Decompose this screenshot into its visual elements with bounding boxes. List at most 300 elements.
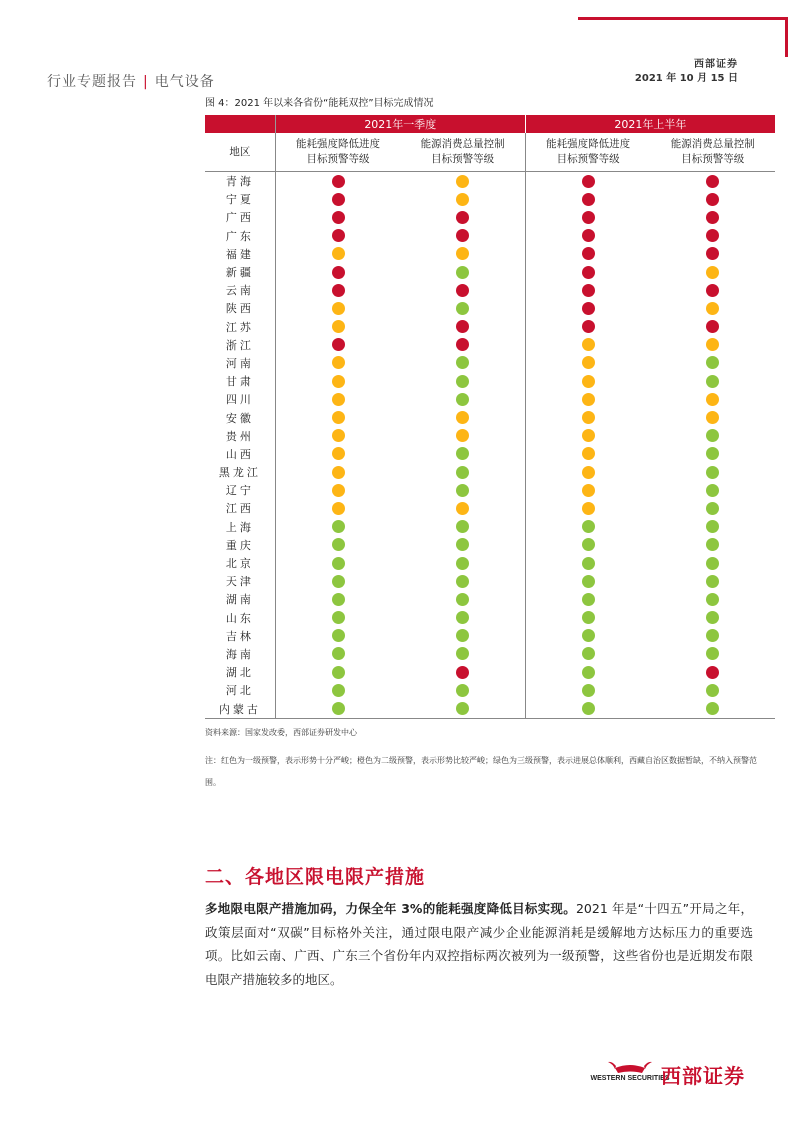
region-cell: 广东: [205, 227, 275, 245]
level-cell-h1-total: [650, 336, 775, 354]
region-cell: 广西: [205, 208, 275, 226]
level-cell-h1-total: [650, 699, 775, 718]
region-cell: 湖南: [205, 590, 275, 608]
header-line: 目标预警等级: [681, 153, 745, 165]
table-corner: [205, 115, 275, 133]
column-header-h1-intensity: [525, 133, 650, 172]
orange-warning-dot-icon: [456, 429, 469, 442]
bull-logo-icon: [590, 1060, 670, 1086]
table-row: [205, 408, 775, 426]
table-row: [205, 699, 775, 718]
red-warning-dot-icon: [332, 211, 345, 224]
level-cell-q1-total: [400, 699, 525, 718]
red-warning-dot-icon: [582, 266, 595, 279]
level-cell-h1-intensity: [525, 227, 650, 245]
red-warning-dot-icon: [332, 229, 345, 242]
red-warning-dot-icon: [456, 284, 469, 297]
green-warning-dot-icon: [456, 684, 469, 697]
level-cell-h1-total: [650, 518, 775, 536]
logo-english-text: WESTERN SECURITIES: [590, 1075, 670, 1082]
section-separator: |: [143, 74, 149, 90]
green-warning-dot-icon: [582, 520, 595, 533]
region-cell: 吉林: [205, 627, 275, 645]
level-cell-h1-total: [650, 245, 775, 263]
red-warning-dot-icon: [456, 666, 469, 679]
red-warning-dot-icon: [456, 229, 469, 242]
level-cell-h1-intensity: [525, 463, 650, 481]
table-row: [205, 518, 775, 536]
region-cell: 湖北: [205, 663, 275, 681]
level-cell-q1-total: [400, 190, 525, 208]
green-warning-dot-icon: [456, 702, 469, 715]
red-warning-dot-icon: [332, 338, 345, 351]
level-cell-h1-total: [650, 645, 775, 663]
level-cell-h1-total: [650, 281, 775, 299]
red-warning-dot-icon: [582, 175, 595, 188]
column-header-region: 地区: [205, 133, 275, 172]
table-row: [205, 554, 775, 572]
level-cell-q1-intensity: [275, 645, 400, 663]
region-cell: 河南: [205, 354, 275, 372]
red-warning-dot-icon: [582, 247, 595, 260]
level-cell-q1-total: [400, 427, 525, 445]
level-cell-q1-intensity: [275, 499, 400, 517]
table-row: [205, 609, 775, 627]
green-warning-dot-icon: [706, 557, 719, 570]
body-paragraph: [205, 897, 753, 991]
green-warning-dot-icon: [332, 575, 345, 588]
table-row: [205, 299, 775, 317]
level-cell-q1-total: [400, 318, 525, 336]
red-warning-dot-icon: [332, 193, 345, 206]
paragraph-body: 2021 年是“十四五”开局之年，政策层面对“双碳”目标格外关注，通过限电限产减少企业能源消耗是缓解地方达标压力的重要选项。比如云南、广西、广东三个省份年内双控指标两次被列为一级预警，这些省份也是近期发布限电限产措施较多的地区。: [205, 901, 753, 987]
region-cell: 江苏: [205, 318, 275, 336]
level-cell-q1-total: [400, 590, 525, 608]
table-body: [205, 172, 775, 719]
level-cell-q1-intensity: [275, 336, 400, 354]
orange-warning-dot-icon: [706, 338, 719, 351]
orange-warning-dot-icon: [332, 302, 345, 315]
red-warning-dot-icon: [706, 247, 719, 260]
green-warning-dot-icon: [332, 557, 345, 570]
region-cell: 上海: [205, 518, 275, 536]
level-cell-q1-intensity: [275, 554, 400, 572]
level-cell-q1-total: [400, 481, 525, 499]
table-row: [205, 445, 775, 463]
figure-title: 图 4：2021 年以来各省份“能耗双控”目标完成情况: [205, 98, 434, 109]
orange-warning-dot-icon: [332, 375, 345, 388]
level-cell-h1-total: [650, 227, 775, 245]
region-cell: 云南: [205, 281, 275, 299]
red-warning-dot-icon: [582, 229, 595, 242]
table-row: [205, 372, 775, 390]
table-row: [205, 390, 775, 408]
orange-warning-dot-icon: [582, 393, 595, 406]
red-warning-dot-icon: [706, 666, 719, 679]
header-brand: 西部证券: [694, 59, 738, 70]
level-cell-h1-total: [650, 663, 775, 681]
level-cell-h1-total: [650, 208, 775, 226]
green-warning-dot-icon: [332, 702, 345, 715]
level-cell-h1-total: [650, 499, 775, 517]
region-cell: 重庆: [205, 536, 275, 554]
level-cell-q1-total: [400, 463, 525, 481]
logo-chinese-text: 西部证券: [661, 1064, 745, 1088]
green-warning-dot-icon: [582, 684, 595, 697]
table-row: [205, 499, 775, 517]
level-cell-q1-intensity: [275, 590, 400, 608]
red-warning-dot-icon: [456, 338, 469, 351]
region-cell: 安徽: [205, 408, 275, 426]
region-cell: 黑龙江: [205, 463, 275, 481]
level-cell-h1-total: [650, 318, 775, 336]
table-row: [205, 645, 775, 663]
level-cell-q1-intensity: [275, 190, 400, 208]
orange-warning-dot-icon: [332, 447, 345, 460]
level-cell-q1-total: [400, 518, 525, 536]
group-header-q1: 2021年一季度: [275, 115, 525, 133]
header-line: 能源消费总量控制: [420, 138, 505, 150]
orange-warning-dot-icon: [582, 411, 595, 424]
orange-warning-dot-icon: [706, 393, 719, 406]
level-cell-q1-intensity: [275, 518, 400, 536]
level-cell-h1-intensity: [525, 354, 650, 372]
level-cell-h1-total: [650, 299, 775, 317]
green-warning-dot-icon: [706, 702, 719, 715]
level-cell-h1-intensity: [525, 627, 650, 645]
green-warning-dot-icon: [706, 520, 719, 533]
green-warning-dot-icon: [332, 611, 345, 624]
level-cell-q1-intensity: [275, 572, 400, 590]
region-cell: 内蒙古: [205, 699, 275, 718]
level-cell-h1-intensity: [525, 645, 650, 663]
header-line: 能源消费总量控制: [670, 138, 755, 150]
level-cell-h1-intensity: [525, 390, 650, 408]
level-cell-q1-total: [400, 299, 525, 317]
orange-warning-dot-icon: [706, 302, 719, 315]
table-row: [205, 536, 775, 554]
orange-warning-dot-icon: [582, 356, 595, 369]
group-header-h1: 2021年上半年: [525, 115, 775, 133]
orange-warning-dot-icon: [332, 247, 345, 260]
region-cell: 辽宁: [205, 481, 275, 499]
level-cell-q1-total: [400, 390, 525, 408]
green-warning-dot-icon: [456, 593, 469, 606]
table-row: [205, 590, 775, 608]
region-cell: 山西: [205, 445, 275, 463]
green-warning-dot-icon: [332, 538, 345, 551]
region-cell: 天津: [205, 572, 275, 590]
header-line: 目标预警等级: [431, 153, 495, 165]
red-warning-dot-icon: [706, 211, 719, 224]
warning-table: [205, 115, 775, 719]
level-cell-q1-total: [400, 408, 525, 426]
level-cell-q1-total: [400, 336, 525, 354]
orange-warning-dot-icon: [706, 266, 719, 279]
region-cell: 甘肃: [205, 372, 275, 390]
orange-warning-dot-icon: [332, 484, 345, 497]
orange-warning-dot-icon: [456, 411, 469, 424]
red-warning-dot-icon: [582, 193, 595, 206]
table-row: [205, 318, 775, 336]
level-cell-q1-intensity: [275, 445, 400, 463]
region-cell: 贵州: [205, 427, 275, 445]
orange-warning-dot-icon: [456, 175, 469, 188]
column-header-h1-total: [650, 133, 775, 172]
region-cell: 青海: [205, 172, 275, 191]
section-header: [47, 71, 215, 91]
level-cell-h1-total: [650, 354, 775, 372]
red-warning-dot-icon: [332, 175, 345, 188]
level-cell-h1-intensity: [525, 663, 650, 681]
level-cell-h1-intensity: [525, 609, 650, 627]
figure-source: 资料来源：国家发改委，西部证券研发中心: [205, 728, 357, 737]
level-cell-h1-total: [650, 554, 775, 572]
level-cell-q1-intensity: [275, 536, 400, 554]
red-warning-dot-icon: [332, 284, 345, 297]
level-cell-q1-intensity: [275, 481, 400, 499]
green-warning-dot-icon: [706, 375, 719, 388]
column-header-q1-total: [400, 133, 525, 172]
green-warning-dot-icon: [456, 629, 469, 642]
header-line: 目标预警等级: [556, 153, 620, 165]
level-cell-h1-total: [650, 390, 775, 408]
orange-warning-dot-icon: [582, 375, 595, 388]
level-cell-h1-intensity: [525, 299, 650, 317]
level-cell-h1-intensity: [525, 481, 650, 499]
level-cell-h1-total: [650, 408, 775, 426]
level-cell-h1-intensity: [525, 281, 650, 299]
orange-warning-dot-icon: [332, 466, 345, 479]
orange-warning-dot-icon: [582, 429, 595, 442]
header-red-rule-vertical: [785, 17, 788, 57]
section-header-label: 行业专题报告: [47, 74, 137, 90]
level-cell-q1-total: [400, 554, 525, 572]
level-cell-h1-intensity: [525, 699, 650, 718]
table-row: [205, 572, 775, 590]
level-cell-h1-intensity: [525, 172, 650, 191]
level-cell-h1-total: [650, 609, 775, 627]
green-warning-dot-icon: [582, 611, 595, 624]
level-cell-q1-intensity: [275, 699, 400, 718]
green-warning-dot-icon: [332, 647, 345, 660]
level-cell-h1-total: [650, 536, 775, 554]
green-warning-dot-icon: [456, 356, 469, 369]
level-cell-h1-intensity: [525, 336, 650, 354]
figure-note: 注：红色为一级预警，表示形势十分严峻；橙色为二级预警，表示形势比较严峻；绿色为三级预警，表示进展总体顺利，西藏自治区数据暂缺，不纳入预警范围。: [205, 756, 757, 787]
red-warning-dot-icon: [582, 211, 595, 224]
level-cell-q1-intensity: [275, 408, 400, 426]
level-cell-q1-total: [400, 681, 525, 699]
green-warning-dot-icon: [456, 538, 469, 551]
level-cell-h1-intensity: [525, 427, 650, 445]
table-row: [205, 172, 775, 191]
level-cell-h1-intensity: [525, 318, 650, 336]
region-cell: 宁夏: [205, 190, 275, 208]
level-cell-q1-intensity: [275, 681, 400, 699]
level-cell-q1-intensity: [275, 609, 400, 627]
green-warning-dot-icon: [332, 593, 345, 606]
orange-warning-dot-icon: [456, 502, 469, 515]
level-cell-h1-total: [650, 445, 775, 463]
region-cell: 福建: [205, 245, 275, 263]
green-warning-dot-icon: [706, 484, 719, 497]
region-cell: 山东: [205, 609, 275, 627]
level-cell-q1-total: [400, 499, 525, 517]
green-warning-dot-icon: [582, 538, 595, 551]
level-cell-h1-intensity: [525, 572, 650, 590]
level-cell-q1-intensity: [275, 263, 400, 281]
green-warning-dot-icon: [582, 593, 595, 606]
section-title: 二、各地区限电限产措施: [205, 866, 426, 888]
level-cell-q1-total: [400, 354, 525, 372]
orange-warning-dot-icon: [582, 502, 595, 515]
level-cell-q1-total: [400, 281, 525, 299]
green-warning-dot-icon: [706, 593, 719, 606]
column-header-q1-intensity: [275, 133, 400, 172]
region-cell: 四川: [205, 390, 275, 408]
orange-warning-dot-icon: [582, 447, 595, 460]
level-cell-h1-total: [650, 627, 775, 645]
orange-warning-dot-icon: [456, 247, 469, 260]
orange-warning-dot-icon: [332, 393, 345, 406]
level-cell-q1-intensity: [275, 227, 400, 245]
section-header-category: 电气设备: [154, 74, 215, 90]
orange-warning-dot-icon: [332, 502, 345, 515]
table-row: [205, 263, 775, 281]
green-warning-dot-icon: [706, 447, 719, 460]
red-warning-dot-icon: [706, 320, 719, 333]
table-row: [205, 627, 775, 645]
level-cell-h1-total: [650, 572, 775, 590]
table-row: [205, 336, 775, 354]
level-cell-h1-intensity: [525, 518, 650, 536]
level-cell-h1-total: [650, 681, 775, 699]
level-cell-q1-intensity: [275, 245, 400, 263]
green-warning-dot-icon: [456, 302, 469, 315]
level-cell-q1-intensity: [275, 463, 400, 481]
orange-warning-dot-icon: [456, 193, 469, 206]
level-cell-h1-intensity: [525, 445, 650, 463]
level-cell-h1-intensity: [525, 408, 650, 426]
green-warning-dot-icon: [456, 557, 469, 570]
red-warning-dot-icon: [706, 229, 719, 242]
level-cell-q1-total: [400, 572, 525, 590]
header-date: 2021 年 10 月 15 日: [634, 73, 738, 84]
level-cell-q1-total: [400, 372, 525, 390]
level-cell-q1-intensity: [275, 390, 400, 408]
green-warning-dot-icon: [706, 575, 719, 588]
level-cell-q1-total: [400, 227, 525, 245]
table-row: [205, 663, 775, 681]
table-row: [205, 481, 775, 499]
table-row: [205, 427, 775, 445]
orange-warning-dot-icon: [332, 429, 345, 442]
level-cell-h1-total: [650, 481, 775, 499]
green-warning-dot-icon: [332, 629, 345, 642]
green-warning-dot-icon: [582, 557, 595, 570]
red-warning-dot-icon: [582, 320, 595, 333]
level-cell-h1-total: [650, 463, 775, 481]
header-line: 能耗强度降低进度: [546, 138, 631, 150]
level-cell-q1-total: [400, 645, 525, 663]
green-warning-dot-icon: [456, 375, 469, 388]
orange-warning-dot-icon: [706, 411, 719, 424]
green-warning-dot-icon: [706, 611, 719, 624]
level-cell-q1-total: [400, 445, 525, 463]
green-warning-dot-icon: [706, 629, 719, 642]
green-warning-dot-icon: [706, 466, 719, 479]
green-warning-dot-icon: [456, 647, 469, 660]
level-cell-q1-total: [400, 208, 525, 226]
level-cell-q1-intensity: [275, 663, 400, 681]
level-cell-q1-total: [400, 245, 525, 263]
green-warning-dot-icon: [706, 647, 719, 660]
level-cell-q1-intensity: [275, 208, 400, 226]
green-warning-dot-icon: [456, 520, 469, 533]
region-cell: 江西: [205, 499, 275, 517]
table-row: [205, 227, 775, 245]
level-cell-q1-total: [400, 263, 525, 281]
level-cell-q1-intensity: [275, 627, 400, 645]
red-warning-dot-icon: [706, 193, 719, 206]
table-row: [205, 190, 775, 208]
level-cell-h1-intensity: [525, 554, 650, 572]
region-cell: 陕西: [205, 299, 275, 317]
green-warning-dot-icon: [582, 647, 595, 660]
region-cell: 海南: [205, 645, 275, 663]
level-cell-q1-intensity: [275, 427, 400, 445]
level-cell-h1-intensity: [525, 681, 650, 699]
green-warning-dot-icon: [332, 684, 345, 697]
level-cell-h1-intensity: [525, 190, 650, 208]
level-cell-h1-intensity: [525, 536, 650, 554]
header-red-rule: [578, 17, 788, 20]
green-warning-dot-icon: [706, 538, 719, 551]
table-row: [205, 681, 775, 699]
green-warning-dot-icon: [456, 447, 469, 460]
green-warning-dot-icon: [706, 502, 719, 515]
table-row: [205, 245, 775, 263]
green-warning-dot-icon: [456, 466, 469, 479]
footer-logo: [590, 1060, 766, 1088]
header-line: 目标预警等级: [306, 153, 370, 165]
orange-warning-dot-icon: [332, 411, 345, 424]
paragraph-lead: 多地限电限产措施加码，力保全年 3%的能耗强度降低目标实现。: [205, 901, 576, 916]
orange-warning-dot-icon: [582, 338, 595, 351]
red-warning-dot-icon: [706, 175, 719, 188]
level-cell-q1-total: [400, 663, 525, 681]
level-cell-q1-total: [400, 627, 525, 645]
green-warning-dot-icon: [582, 702, 595, 715]
level-cell-h1-intensity: [525, 245, 650, 263]
level-cell-q1-intensity: [275, 281, 400, 299]
green-warning-dot-icon: [706, 429, 719, 442]
level-cell-h1-intensity: [525, 372, 650, 390]
orange-warning-dot-icon: [582, 466, 595, 479]
level-cell-q1-intensity: [275, 172, 400, 191]
red-warning-dot-icon: [582, 302, 595, 315]
level-cell-h1-intensity: [525, 208, 650, 226]
green-warning-dot-icon: [582, 629, 595, 642]
level-cell-h1-intensity: [525, 499, 650, 517]
level-cell-q1-total: [400, 609, 525, 627]
orange-warning-dot-icon: [582, 484, 595, 497]
level-cell-q1-intensity: [275, 372, 400, 390]
table-row: [205, 354, 775, 372]
red-warning-dot-icon: [456, 320, 469, 333]
green-warning-dot-icon: [456, 611, 469, 624]
